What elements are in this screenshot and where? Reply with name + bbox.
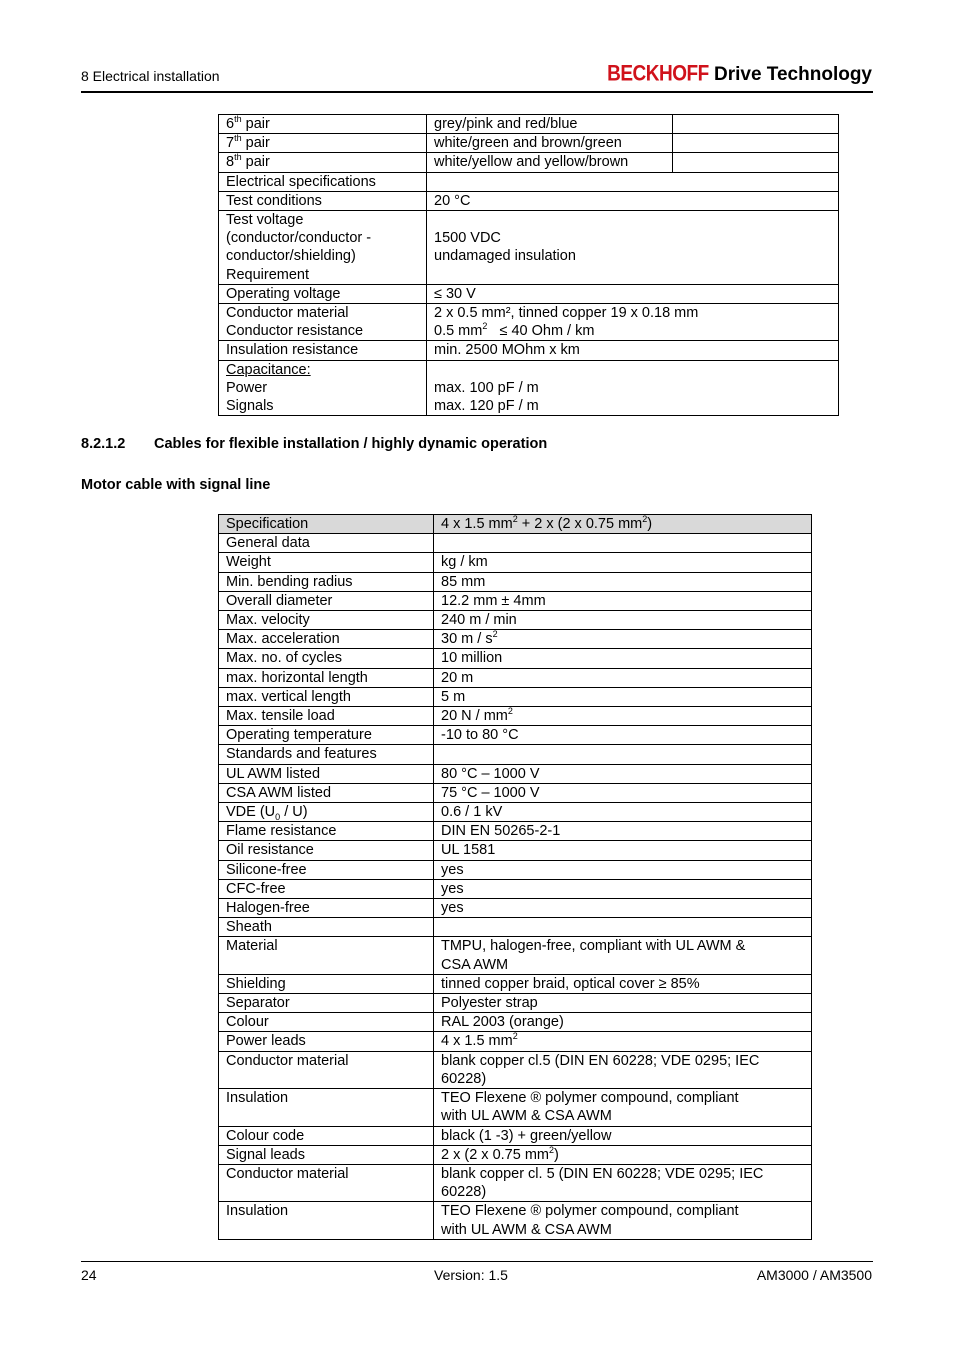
pair-sup: th [234,152,242,163]
row-value: 10 million [434,649,812,668]
row-label: Silicone-free [219,860,434,879]
pair-word: pair [245,154,270,171]
row-label: Max. acceleration [219,630,434,649]
table-row [219,134,839,153]
row-value: 85 mm [434,572,812,591]
table-row [219,822,812,841]
page-number: 24 [81,1267,97,1283]
row-value: 0.6 / 1 kV [434,803,812,822]
pair-sup: th [234,133,242,144]
row-value: ≤ 40 Ohm / km [499,323,595,340]
table-row [219,879,812,898]
row-label: Weight [219,553,434,572]
running-header-section: 8 Electrical installation [81,68,220,84]
row-label: Operating voltage [219,284,427,303]
section-heading [81,436,547,452]
table-row [219,572,812,591]
row-value: 240 m / min [434,611,812,630]
table-row: Max. tensile load 20 N / $mm^2$ [219,707,812,726]
pair-num: 8 [226,154,235,171]
row-value: yes [434,860,812,879]
table-row [219,649,812,668]
row-value: tinned copper braid, optical cover ≥ 85% [434,974,812,993]
pair-value: white/yellow and yellow/brown [427,153,673,172]
row-label: Specification [219,515,434,534]
table-row [219,211,839,285]
table-row [219,153,839,172]
row-value: yes [434,879,812,898]
table-row [219,764,812,783]
table-row: Power leads 4 x 1.5 $mm^2$ [219,1032,812,1051]
row-label: Shielding [219,974,434,993]
row-label: CFC-free [219,879,434,898]
row-value: max. 120 pF / m [434,398,539,415]
table-row [219,553,812,572]
brand-suffix: Drive Technology [713,64,872,85]
row-value: -10 to 80 °C [434,726,812,745]
row-label: Conductor resistance [226,323,364,340]
pair-value: grey/pink and red/blue [427,115,673,134]
pair-word: pair [245,135,270,152]
row-label: CSA AWM listed [219,783,434,802]
row-label: max. horizontal length [219,668,434,687]
row-label: Material [219,937,434,974]
table-row [219,687,812,706]
row-value: 1500 VDC [434,230,501,247]
row-label: Max. velocity [219,611,434,630]
table-row [219,591,812,610]
row-label: Conductor material [226,305,349,322]
row-label: Test voltage [226,212,304,229]
brand-name: BECKHOFF [607,62,709,87]
row-value: DIN EN 50265-2-1 [434,822,812,841]
row-label: Sheath [219,918,434,937]
row-label: Requirement [226,266,310,283]
table-row [219,841,812,860]
row-label: Signals [226,398,274,415]
row-value: undamaged insulation [434,248,576,265]
row-value: UL 1581 [434,841,812,860]
row-label: conductor/shielding) [226,248,356,265]
row-value: 20 °C [427,191,839,210]
row-value: Polyester strap [434,994,812,1013]
row-value: RAL 2003 (orange) [434,1013,812,1032]
row-value: 75 °C – 1000 V [434,783,812,802]
row-value: 2 x 0.5 mm², tinned copper 19 x 0.18 mm [434,305,699,322]
table-row: Insulation TEO Flexene ® polymer compound, compliant with UL AWM & CSA AWM [219,1089,812,1126]
table-row: Conductor material Conductor resistance 2 x 0.5 mm², tinned copper 19 x 0.18 mm 0.5 $mm^2$ ≤ 40 Ohm / km [219,304,839,341]
row-label: Operating temperature [219,726,434,745]
table-row: Insulation TEO Flexene ® polymer compound, compliant with UL AWM & CSA AWM [219,1202,812,1239]
row-value: 20 N / mm [441,708,508,725]
row-label: Oil resistance [219,841,434,860]
table-row [219,611,812,630]
pair-value: white/green and brown/green [427,134,673,153]
row-label: Conductor material [219,1164,434,1201]
row-label: Power leads [219,1032,434,1051]
row-label: Overall diameter [219,591,434,610]
row-value: max. 100 pF / m [434,379,539,396]
row-label: Conductor material [219,1051,434,1088]
row-label: Colour code [219,1126,434,1145]
row-label: Standards and features [219,745,434,764]
table-row [219,1013,812,1032]
row-label: Min. bending radius [219,572,434,591]
footer-rule [81,1261,873,1262]
row-label: max. vertical length [219,687,434,706]
table-row: Conductor material blank copper cl.5 (DIN EN 60228; VDE 0295; IEC 60228) [219,1051,812,1088]
table-row [219,899,812,918]
row-value: 20 m [434,668,812,687]
row-label: Max. tensile load [219,707,434,726]
document-version: Version: 1.5 [434,1267,508,1283]
pair-sup: th [234,114,242,125]
row-value: ≤ 30 V [427,284,839,303]
table-row [219,172,839,191]
row-label: Insulation [219,1089,434,1126]
row-value: black (1 -3) + green/yellow [434,1126,812,1145]
row-value: min. 2500 MOhm x km [427,341,839,360]
table-row [219,341,839,360]
table-row [219,860,812,879]
row-value [434,918,812,937]
row-label: Power [226,379,268,396]
table-row [219,745,812,764]
row-value: 30 m / s [441,631,493,648]
table-row: Signal leads 2 x (2 x 0.75 $mm^2$) [219,1145,812,1164]
table-row [219,191,839,210]
table-row [219,284,839,303]
row-label: Test conditions [219,191,427,210]
table-row: Material TMPU, halogen-free, compliant with UL AWM & CSA AWM [219,937,812,974]
row-value: 5 m [434,687,812,706]
row-value: 80 °C – 1000 V [434,764,812,783]
subheading: Motor cable with signal line [81,477,271,493]
row-value: yes [434,899,812,918]
table-row [219,1126,812,1145]
table-row [219,360,839,416]
pair-word: pair [245,116,270,132]
row-value: 0.5 mm [434,323,483,340]
row-label: General data [219,534,434,553]
row-value: kg / km [434,553,812,572]
row-label: (conductor/conductor - [226,230,372,247]
motor-cable-spec-table [218,514,812,1240]
cable-spec-table-continued [218,114,839,416]
table-row: Max. acceleration 30 m / $s^2$ [219,630,812,649]
pair-num: 6 [226,116,235,132]
product-name: AM3000 / AM3500 [756,1267,872,1283]
pair-num: 7 [226,135,235,152]
table-row [219,783,812,802]
table-row: Conductor material blank copper cl. 5 (DIN EN 60228; VDE 0295; IEC 60228) [219,1164,812,1201]
row-label: Colour [219,1013,434,1032]
table-row [219,534,812,553]
row-label: Signal leads [219,1145,434,1164]
row-label: Capacitance: [226,361,311,378]
row-label: Insulation [219,1202,434,1239]
row-label: Flame resistance [219,822,434,841]
table-row [219,115,839,134]
row-value [434,745,812,764]
section-number: 8.2.1.2 [81,436,126,452]
table-row: VDE $(U_0 / U)$ 0.6 / 1 kV [219,803,812,822]
row-value [434,534,812,553]
header-rule [81,91,873,93]
row-value: 12.2 mm ± 4mm [434,591,812,610]
row-label: Electrical specifications [219,172,427,191]
table-row [219,974,812,993]
row-value: 4 x 1.5 mm [441,1033,513,1050]
table-row [219,994,812,1013]
table-row [219,918,812,937]
row-label: Halogen-free [219,899,434,918]
table-row [219,668,812,687]
row-label: Insulation resistance [219,341,427,360]
row-label: Separator [219,994,434,1013]
row-label: Max. no. of cycles [219,649,434,668]
row-label: UL AWM listed [219,764,434,783]
table-header-row: Specification 4 x 1.5 $mm^2 + 2$ x (2 x 0.75 $mm^2$) [219,515,812,534]
table-row [219,726,812,745]
brand-logo [607,64,872,86]
section-title: Cables for flexible installation / highly dynamic operation [154,436,548,452]
